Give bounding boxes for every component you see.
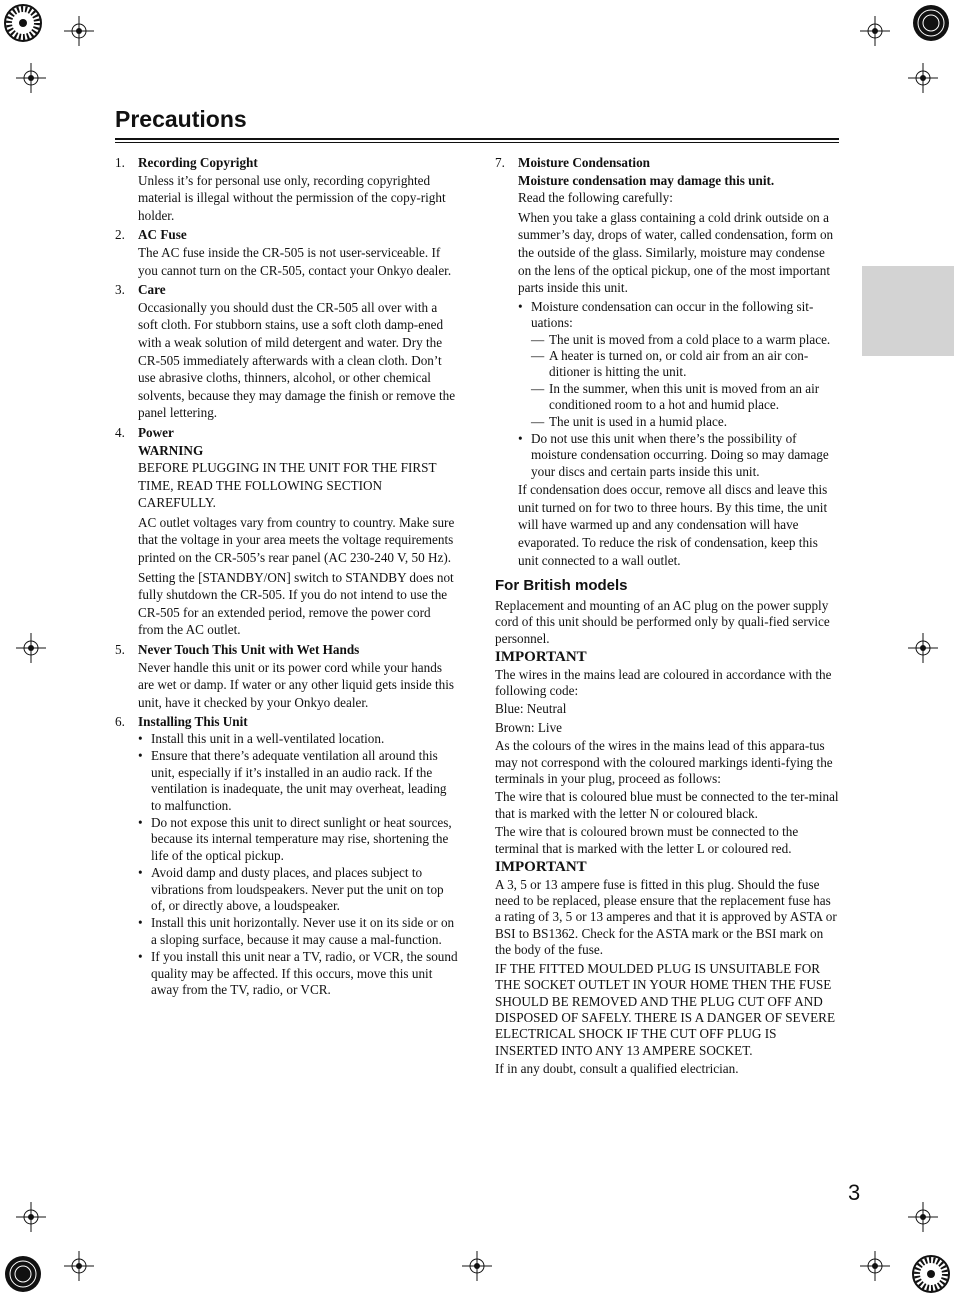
bullet-text: Do not expose this unit to direct sunlight or heat sources, because its internal temperature may rise, shortening the life of the optical pickup.: [151, 815, 452, 863]
dash-text: The unit is moved from a cold place to a warm place.: [549, 331, 831, 347]
british-models-section: [495, 577, 839, 1077]
bullet-item: • Moisture condensation can occur in the following sit-uations: — The unit is moved from a cold place to a warm place. — A heater is turned on, or cold air from an air con-ditioner is hitting the unit. — In the summer, when this unit is moved from an air conditioned room to a hot and humid place. — The unit is used in a humid place.: [518, 299, 839, 430]
item-text: Occasionally you should dust the CR-505 all over with a soft cloth. For stubborn stains, use a soft cloth damp-ened with a weak solution of mild detergent and water. Dry the CR-505 immediately afterwards with a clean cloth. Don’t use abrasive cloths, thinners, alcohol, or other chemical solvents, because they may damage the finish or remove the panel lettering.: [138, 299, 456, 421]
item-text: Setting the [STANDBY/ON] switch to STANDBY does not fully shutdown the CR-505. If you do not intend to use the CR-505 for an extended period, remove the power cord from the AC outlet.: [138, 569, 454, 638]
item-subheading: Moisture condensation may damage this unit.: [518, 172, 775, 188]
section-text: The wire that is coloured brown must be connected to the terminal that is marked with the letter L or coloured red.: [495, 824, 799, 856]
title-rule-thin: [115, 142, 839, 143]
registration-rosette-icon: [910, 2, 952, 44]
item-heading: AC Fuse: [138, 227, 187, 243]
list-item: [115, 226, 459, 279]
bullet-list: [518, 299, 839, 480]
bullet-list: [138, 731, 459, 999]
crosshair-icon: [16, 633, 46, 663]
item-text: Never handle this unit or its power cord while your hands are wet or damp. If water or any other liquid gets inside this unit, have it checked by your Onkyo dealer.: [138, 659, 455, 710]
item-heading: Care: [138, 282, 166, 298]
warning-label: WARNING: [138, 442, 204, 458]
section-heading: For British models: [495, 577, 628, 595]
registration-rosette-icon: [2, 1253, 44, 1295]
crosshair-icon: [64, 16, 94, 46]
dash-text: In the summer, when this unit is moved from an air conditioned room to a hot and humid place.: [549, 380, 820, 413]
bullet-item: • If you install this unit near a TV, radio, or VCR, the sound quality may be affected. If this occurs, move this unit away from the TV, radio, or VCR.: [138, 949, 458, 998]
crosshair-icon: [16, 1202, 46, 1232]
bullet-text: If you install this unit near a TV, radio, or VCR, the sound quality may be affected. If this occurs, move this unit away from the TV, radio, or VCR.: [151, 949, 458, 998]
dash-item: — In the summer, when this unit is moved from an air conditioned room to a hot and humid place.: [531, 380, 820, 413]
list-item: [495, 154, 839, 569]
section-text: IF THE FITTED MOULDED PLUG IS UNSUITABLE FOR THE SOCKET OUTLET IN YOUR HOME THEN THE FUSE SHOULD BE REMOVED AND THE PLUG CUT OFF AND DISPOSED OF SAFELY. THERE IS A DANGER OF SEVERE ELECTRICAL SHOCK IF THE CUT OFF PLUG IS INSERTED INTO ANY 13 AMPERE SOCKET.: [495, 960, 836, 1058]
item-number: 1.: [115, 155, 125, 170]
crosshair-icon: [908, 633, 938, 663]
bullet-text: Ensure that there’s adequate ventilation all around this unit, especially if it’s installed in an audio rack. If the ventilation is inadequate, the unit may overheat, leading to malfunction.: [151, 748, 447, 813]
bullet-text: Avoid damp and dusty places, and places subject to vibrations from loudspeakers. Never put the unit on top of, or directly above, a loudspeaker.: [151, 865, 444, 914]
dash-item: — The unit is used in a humid place.: [531, 413, 727, 429]
bullet-item: • Avoid damp and dusty places, and places subject to vibrations from loudspeakers. Never put the unit on top of, or directly above, a loudspeaker.: [138, 865, 444, 914]
item-number: 5.: [115, 642, 125, 658]
registration-rosette-icon: [2, 2, 44, 44]
important-label: IMPORTANT: [495, 859, 587, 876]
dash-list: [531, 332, 839, 430]
warning-text: BEFORE PLUGGING IN THE UNIT FOR THE FIRST TIME, READ THE FOLLOWING SECTION CAREFULLY.: [138, 460, 437, 511]
right-column: [495, 154, 839, 1080]
item-heading: Never Touch This Unit with Wet Hands: [138, 642, 360, 658]
item-number: 2.: [115, 227, 125, 243]
bullet-item: • Ensure that there’s adequate ventilation all around this unit, especially if it’s installed in an audio rack. If the ventilation is inadequate, the unit may overheat, leading to malfunction.: [138, 748, 447, 813]
bullet-text: Install this unit horizontally. Never use it on its side or on a sloping surface, because it may cause a mal-function.: [151, 915, 455, 947]
wire-code-blue: Blue: Neutral: [495, 701, 567, 717]
section-text: As the colours of the wires in the mains lead of this appara-tus may not correspond with the coloured markings identi-fying the terminals in your plug, proceed as follows:: [495, 738, 833, 787]
bullet-text: Do not use this unit when there’s the possibility of moisture condensation occurring. Doing so may damage your discs and certain parts inside this unit.: [531, 431, 829, 479]
section-text: A 3, 5 or 13 ampere fuse is fitted in this plug. Should the fuse need to be replaced, please ensure that the replacement fuse has a rating of 3, 5 or 13 amperes and that it is approved by ASTA or BSI to BS1362. Check for the ASTA mark or the BSI mark on the body of the fuse.: [495, 876, 837, 958]
section-text: Replacement and mounting of an AC plug on the power supply cord of this unit should be performed only by quali-fied service personnel.: [495, 597, 830, 646]
dash-item: — A heater is turned on, or cold air from an air con-ditioner is hitting the unit.: [531, 347, 809, 380]
crosshair-icon: [16, 63, 46, 93]
bullet-item: • Do not expose this unit to direct sunlight or heat sources, because its internal temperature may rise, shortening the life of the optical pickup.: [138, 815, 452, 863]
item-heading: Recording Copyright: [138, 155, 258, 170]
list-item: [115, 424, 459, 639]
title-rule: [115, 138, 839, 140]
bullet-item: • Install this unit horizontally. Never use it on its side or on a sloping surface, because it may cause a mal-function.: [138, 915, 455, 947]
dash-text: A heater is turned on, or cold air from an air con-ditioner is hitting the unit.: [549, 347, 809, 380]
item-text: Read the following carefully:: [518, 190, 673, 206]
list-item: [115, 154, 459, 224]
crosshair-icon: [908, 1202, 938, 1232]
dash-item: — The unit is moved from a cold place to a warm place.: [531, 331, 831, 347]
item-text: When you take a glass containing a cold drink outside on a summer’s day, drops of water, called condensation, form on the outside of the glass. Similarly, moisture may condense on the lens of the optical pickup, one of the most important parts inside this unit.: [518, 209, 834, 296]
section-text: The wire that is coloured blue must be connected to the ter-minal that is marked with the letter N or coloured black.: [495, 789, 839, 821]
list-item: [115, 281, 459, 422]
registration-rosette-icon: [910, 1253, 952, 1295]
item-number: 6.: [115, 714, 125, 730]
bullet-text: Install this unit in a well-ventilated location.: [151, 731, 385, 746]
item-text: If condensation does occur, remove all discs and leave this unit turned on for two to three hours. By this time, the unit will have warmed up and any condensation will have evaporated. To reduce the risk of condensation, keep this unit connected to a wall outlet.: [518, 482, 828, 568]
page-title: Precautions: [115, 106, 247, 132]
item-text: Unless it’s for personal use only, recording copyrighted material is illegal without the permission of the copy-right holder.: [138, 172, 446, 223]
item-number: 3.: [115, 282, 125, 298]
important-label: IMPORTANT: [495, 649, 587, 665]
crosshair-icon: [462, 1251, 492, 1281]
wire-code-brown: Brown: Live: [495, 719, 563, 735]
crosshair-icon: [860, 1251, 890, 1281]
bullet-text: Moisture condensation can occur in the following sit-uations:: [531, 298, 814, 331]
item-number: 4.: [115, 424, 125, 440]
bullet-item: • Install this unit in a well-ventilated location.: [138, 731, 385, 746]
list-item: [115, 713, 459, 998]
side-tab: [862, 266, 954, 356]
crosshair-icon: [860, 16, 890, 46]
section-text: The wires in the mains lead are coloured in accordance with the following code:: [495, 666, 832, 698]
item-text: The AC fuse inside the CR-505 is not user-serviceable. If you cannot turn on the CR-505, contact your Onkyo dealer.: [138, 244, 452, 278]
page-number: 3: [848, 1180, 861, 1205]
crosshair-icon: [64, 1251, 94, 1281]
dash-text: The unit is used in a humid place.: [549, 413, 727, 429]
item-heading: Power: [138, 424, 174, 440]
item-heading: Installing This Unit: [138, 714, 248, 730]
crosshair-icon: [908, 63, 938, 93]
item-text: AC outlet voltages vary from country to country. Make sure that the voltage in your area meets the voltage requirements printed on the CR-505’s rear panel (AC 230-240 V, 50 Hz).: [138, 514, 455, 566]
left-column: [115, 154, 459, 1001]
section-text: If in any doubt, consult a qualified electrician.: [495, 1061, 739, 1077]
item-number: 7.: [495, 155, 505, 170]
list-item: [115, 641, 459, 711]
item-heading: Moisture Condensation: [518, 155, 651, 170]
bullet-item: • Do not use this unit when there’s the possibility of moisture condensation occurring. Doing so may damage your discs and certain parts inside this unit.: [518, 431, 829, 479]
